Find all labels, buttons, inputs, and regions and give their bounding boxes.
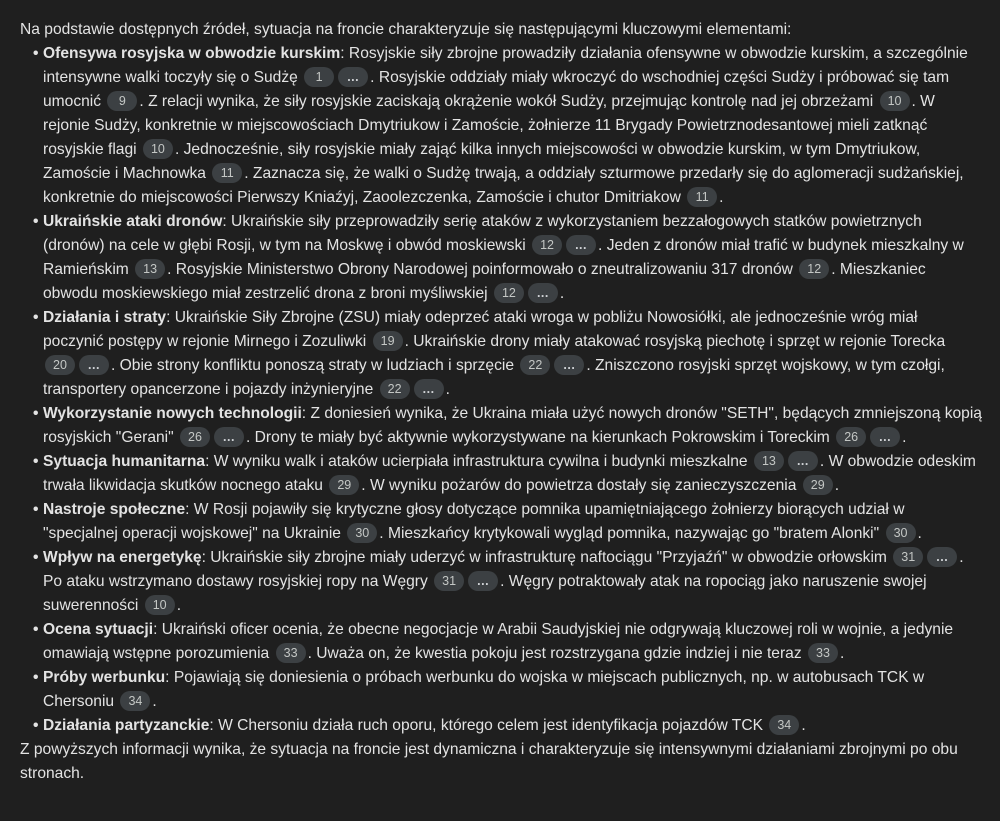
key-point-item	[43, 306, 982, 402]
key-point-text: . Rosyjskie oddziały miały wkroczyć do wschodniej części Sudży i próbować się tam umocnić	[43, 69, 950, 110]
key-point-term: Sytuacja humanitarna	[43, 453, 206, 470]
citation-chip[interactable]: 29	[329, 475, 359, 495]
key-point-text: . Uważa on, że kwestia pokoju jest rozstrzygana gdzie indziej i nie teraz	[307, 645, 806, 662]
citation-chip[interactable]: 10	[145, 595, 175, 615]
citation-chip[interactable]: 26	[836, 427, 866, 447]
key-point-text: .	[801, 717, 806, 734]
citation-chip[interactable]: 20	[45, 355, 75, 375]
key-point-text: . Jeden z dronów miał trafić w budynek mieszkalny w Ramieńskim	[43, 237, 964, 278]
key-point-text: : W Rosji pojawiły się krytyczne głosy dotyczące pomnika upamiętniającego żołnierzy biorących udział w "specjalnej operacji wojskowej" na Ukrainie	[43, 501, 905, 542]
key-point-text: . Ukraińskie drony miały atakować rosyjską piechotę i sprzęt w rejonie Torecka	[404, 333, 946, 350]
key-point-text: .	[902, 429, 907, 446]
key-point-text: .	[834, 477, 840, 494]
citation-chip[interactable]: 10	[880, 91, 910, 111]
citation-chip[interactable]: 12	[799, 259, 829, 279]
key-point-text: .	[176, 597, 182, 614]
key-points-list	[20, 42, 982, 738]
key-point-text: . Zniszczono rosyjski sprzęt wojskowy, w tym czołgi, transportery opancerzone i pojazdy inżynieryjne	[43, 357, 945, 398]
key-point-text: : Pojawiają się doniesienia o próbach werbunku do wojska w miejscach publicznych, np. w autobusach TCK w Chersoniu	[43, 669, 925, 710]
key-point-text: . Jednocześnie, siły rosyjskie miały zająć kilka innych miejscowości w obwodzie kurskim, w tym Dmytriukow, Zamoście i Machnowka	[43, 141, 921, 182]
key-point-text: . Po ataku wstrzymano dostawy rosyjskiej ropy na Węgry	[43, 549, 964, 590]
citation-chip[interactable]: 34	[120, 691, 150, 711]
key-point-text: . W obwodzie odeskim trwała likwidacja skutków nocnego ataku	[43, 453, 976, 494]
key-point-text: . Drony te miały być aktywnie wykorzystywane na kierunkach Pokrowskim i Toreckim	[246, 429, 835, 446]
key-point-text: : Ukraińskie siły zbrojne miały uderzyć w infrastrukturę naftociągu "Przyjaźń" w obwodzie orłowskim	[201, 549, 892, 566]
key-point-term: Ukraińskie ataki dronów	[43, 213, 223, 230]
key-point-text: . W wyniku pożarów do powietrza dostały się zanieczyszczenia	[361, 477, 801, 494]
citation-chip[interactable]: 22	[520, 355, 550, 375]
citation-chip[interactable]: 26	[180, 427, 210, 447]
citation-chip[interactable]: 31	[893, 547, 923, 567]
key-point-text: .	[917, 525, 922, 542]
conclusion-text: Z powyższych informacji wynika, że sytuacja na froncie jest dynamiczna i charakteryzuje się intensywnymi działaniami zbrojnymi po obu stronach.	[20, 741, 958, 782]
key-point-item	[43, 546, 982, 618]
key-point-text: .	[719, 189, 724, 206]
citation-chip[interactable]: 13	[135, 259, 165, 279]
citation-chip[interactable]: 13	[754, 451, 784, 471]
key-point-text: : Ukraiński oficer ocenia, że obecne negocjacje w Arabii Saudyjskiej nie odgrywają kluczowej roli w wojnie, a jedynie omawiają wstępne porozumienia	[43, 621, 954, 662]
key-point-text: . Obie strony konfliktu ponoszą straty w ludziach i sprzęcie	[111, 357, 519, 374]
citation-chip[interactable]: 29	[803, 475, 833, 495]
citation-chip[interactable]: 33	[808, 643, 838, 663]
citation-chip[interactable]: 10	[143, 139, 173, 159]
key-point-text: . W rejonie Sudży, konkretnie w miejscowościach Dmytriukow i Zamoście, żołnierze 11 Brygady Powietrznodesantowej mieli zatknąć rosyjskie flagi	[43, 93, 935, 158]
key-point-term: Ofensywa rosyjska w obwodzie kurskim	[43, 45, 341, 62]
citation-chip[interactable]: 1	[304, 67, 334, 87]
key-point-item	[43, 714, 982, 738]
key-point-term: Nastroje społeczne	[43, 501, 186, 518]
citation-chip[interactable]: 30	[347, 523, 377, 543]
key-point-text: .	[445, 381, 450, 398]
more-sources-chip[interactable]: ...	[788, 451, 818, 471]
citation-chip[interactable]: 11	[212, 163, 242, 183]
citation-chip[interactable]: 11	[687, 187, 717, 207]
more-sources-chip[interactable]: ...	[79, 355, 109, 375]
key-point-text: .	[559, 285, 565, 302]
more-sources-chip[interactable]: ...	[554, 355, 584, 375]
key-point-text: . Rosyjskie Ministerstwo Obrony Narodowej poinformowało o zneutralizowaniu 317 dronów	[167, 261, 798, 278]
citation-chip[interactable]: 12	[532, 235, 562, 255]
more-sources-chip[interactable]: ...	[870, 427, 900, 447]
key-point-term: Wpływ na energetykę	[43, 549, 202, 566]
more-sources-chip[interactable]: ...	[414, 379, 444, 399]
key-point-text: : Z doniesień wynika, że Ukraina miała użyć nowych dronów "SETH", będących zmniejszoną kopią rosyjskich "Gerani"	[43, 405, 982, 446]
key-point-item	[43, 498, 982, 546]
key-point-term: Działania partyzanckie	[43, 717, 210, 734]
citation-chip[interactable]: 34	[769, 715, 799, 735]
key-point-text: : Rosyjskie siły zbrojne prowadziły działania ofensywne w obwodzie kurskim, a szczególnie intensywne walki toczyły się o Sudżę	[43, 45, 968, 86]
key-point-term: Działania i straty	[43, 309, 167, 326]
key-point-item	[43, 210, 982, 306]
citation-chip[interactable]: 30	[886, 523, 916, 543]
key-point-text: : Ukraińskie Siły Zbrojne (ZSU) miały odeprzeć ataki wroga w pobliżu Nowosiółki, ale jednocześnie wróg miał poczynić postępy w rejonie Mirnego i Zozuliwki	[43, 309, 918, 350]
key-point-text: . Węgry potraktowały atak na ropociąg jako naruszenie swojej suwerenności	[43, 573, 927, 614]
key-point-item	[43, 618, 982, 666]
more-sources-chip[interactable]: ...	[528, 283, 558, 303]
key-point-text: .	[839, 645, 845, 662]
more-sources-chip[interactable]: ...	[566, 235, 596, 255]
more-sources-chip[interactable]: ...	[214, 427, 244, 447]
citation-chip[interactable]: 12	[494, 283, 524, 303]
more-sources-chip[interactable]: ...	[338, 67, 368, 87]
key-point-text: : Ukraińskie siły przeprowadziły serię ataków z wykorzystaniem bezzałogowych statków powietrznych (dronów) na cele w głębi Rosji, w tym na Moskwę i obwód moskiewski	[43, 213, 922, 254]
key-point-text: . Mieszkańcy krytykowali wygląd pomnika, nazywając go "bratem Alonki"	[379, 525, 884, 542]
key-point-text: . Z relacji wynika, że siły rosyjskie zaciskają okrążenie wokół Sudży, przejmując kontrolę nad jej obrzeżami	[139, 93, 878, 110]
more-sources-chip[interactable]: ...	[468, 571, 498, 591]
key-point-text: : W Chersoniu działa ruch oporu, którego celem jest identyfikacja pojazdów TCK	[209, 717, 768, 734]
citation-chip[interactable]: 33	[276, 643, 306, 663]
key-point-item	[43, 402, 982, 450]
key-point-text: . Zaznacza się, że walki o Sudżę trwają, a oddziały szturmowe przedarły się do aglomeracji sudżańskiej, konkretnie do miejscowości Pierwszy Kniaźyj, Zaoolezczenka, Zamoście i chutor Dmitriakow	[43, 165, 964, 206]
key-point-item	[43, 42, 982, 210]
citation-chip[interactable]: 19	[373, 331, 403, 351]
citation-chip[interactable]: 9	[107, 91, 137, 111]
key-point-text: . Mieszkaniec obwodu moskiewskiego miał zestrzelić drona z broni myśliwskiej	[43, 261, 926, 302]
key-point-term: Ocena sytuacji	[43, 621, 154, 638]
more-sources-chip[interactable]: ...	[927, 547, 957, 567]
key-point-term: Wykorzystanie nowych technologii	[43, 405, 302, 422]
key-point-text: : W wyniku walk i ataków ucierpiała infrastruktura cywilna i budynki mieszkalne	[205, 453, 752, 470]
citation-chip[interactable]: 31	[434, 571, 464, 591]
citation-chip[interactable]: 22	[380, 379, 410, 399]
key-point-item	[43, 450, 982, 498]
key-point-text: .	[152, 693, 157, 710]
key-point-term: Próby werbunku	[43, 669, 166, 686]
intro-text: Na podstawie dostępnych źródeł, sytuacja na froncie charakteryzuje się następującymi kluczowymi elementami:	[20, 21, 792, 38]
key-point-item	[43, 666, 982, 714]
